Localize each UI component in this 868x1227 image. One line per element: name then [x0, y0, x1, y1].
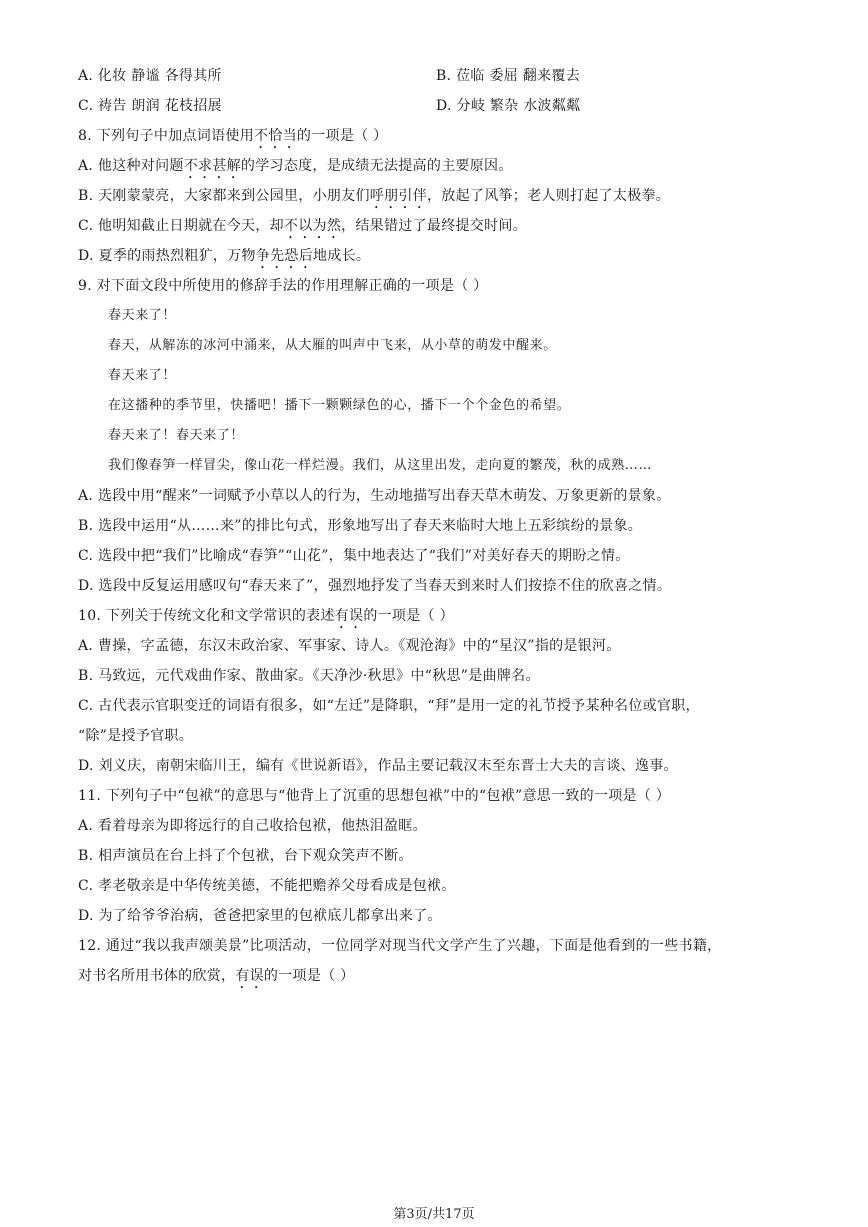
page-number: 第3页/共17页 [393, 1207, 475, 1222]
q8-a-emphasis: 不求甚解 [183, 158, 241, 174]
q12-stem-cont [78, 966, 354, 992]
q8-option-d [78, 246, 370, 272]
q11-option-a: A. 看着母亲为即将远行的自己收拾包袱，他热泪盈眶。 [78, 818, 427, 834]
q8-d-emphasis: 争先恐后 [255, 248, 314, 264]
q8-option-c [78, 216, 527, 242]
q8-d-text: D. 夏季的雨热烈粗犷，万物 [78, 248, 256, 264]
q9-passage-line: 我们像春笋一样冒尖，像山花一样烂漫。我们，从这里出发，走向夏的繁茂，秋的成熟…… [108, 458, 653, 473]
q10-option-c: C. 古代表示官职变迁的词语有很多，如“左迁”是降职，“拜”是用一定的礼节授予某种名位或官职， [78, 698, 700, 714]
q8-b-text: B. 天刚蒙蒙亮，大家都来到公园里，小朋友们 [78, 188, 370, 204]
q8-c-text: C. 他明知截止日期就在今天，却 [78, 218, 284, 234]
q8-stem [78, 126, 387, 152]
q10-stem-emphasis: 有误 [334, 608, 364, 624]
q8-stem-text: 8. 下列句子中加点词语使用 [78, 128, 255, 144]
q9-option-b: B. 选段中运用“从……来”的排比句式，形象地写出了春天来临时大地上五彩缤纷的景象。 [78, 518, 643, 534]
q12-stem-tail: 的一项是（ ） [263, 968, 355, 984]
q9-stem: 9. 对下面文段中所使用的修辞手法的作用理解正确的一项是（ ） [78, 278, 488, 294]
q9-passage-line: 春天，从解冻的冰河中涌来，从大雁的叫声中飞来，从小草的萌发中醒来。 [108, 338, 557, 353]
q9-option-c: C. 选段中把“我们”比喻成“春笋”“山花”，集中地表达了“我们”对美好春天的期盼之情。 [78, 548, 630, 564]
q9-option-a: A. 选段中用“醒来”一词赋予小草以人的行为，生动地描写出春天草木萌发、万象更新的景象。 [78, 488, 671, 504]
q12-stem-text: 对书名所用书体的欣赏， [78, 968, 236, 984]
q10-stem-tail: 的一项是（ ） [363, 608, 454, 624]
q7-option-c: C. 祷告 朗润 花枝招展 [78, 98, 222, 114]
q9-passage-line: 春天来了！ [108, 368, 177, 383]
q10-option-b: B. 马致远，元代戏曲作家、散曲家。《天净沙·秋思》中“秋思”是曲牌名。 [78, 668, 540, 684]
q9-passage-line: 春天来了！春天来了！ [108, 428, 245, 443]
q7-option-d: D. 分岐 繁杂 水波粼粼 [436, 98, 581, 114]
q8-option-b [78, 186, 670, 212]
q12-stem: 12. 通过“我以我声颂美景”比项活动，一位同学对现当代文学产生了兴趣，下面是他看到的一些书籍， [78, 938, 722, 954]
q8-b-tail: ，放起了风筝；老人则打起了太极拳。 [427, 188, 671, 204]
q10-stem [78, 606, 454, 632]
q11-stem: 11. 下列句子中“包袱”的意思与“他背上了沉重的思想包袱”中的“包袱”意思一致的一项是（ ） [78, 788, 671, 804]
q10-stem-text: 10. 下列关于传统文化和文学常识的表述 [78, 608, 335, 624]
q8-c-emphasis: 不以为然 [283, 218, 342, 234]
q8-a-tail: 的学习态度，是成绩无法提高的主要原因。 [240, 158, 513, 174]
q9-passage-line: 春天来了！ [108, 308, 177, 323]
q12-stem-emphasis: 有误 [235, 968, 264, 984]
q7-option-a: A. 化妆 静谧 各得其所 [78, 68, 222, 84]
q9-option-d: D. 选段中反复运用感叹句“春天来了”，强烈地抒发了当春天到来时人们按捺不住的欣喜之情。 [78, 578, 672, 594]
q8-a-text: A. 他这种对问题 [78, 158, 184, 174]
q11-option-d: D. 为了给爷爷治病，爸爸把家里的包袱底儿都拿出来了。 [78, 908, 442, 924]
q11-option-b: B. 相声演员在台上抖了个包袱，台下观众笑声不断。 [78, 848, 413, 864]
q10-option-d: D. 刘义庆，南朝宋临川王，编有《世说新语》，作品主要记载汉末至东晋士大夫的言谈、逸事。 [78, 758, 678, 774]
q8-d-tail: 地成长。 [313, 248, 371, 264]
q8-b-emphasis: 呼朋引伴 [369, 188, 427, 204]
q9-passage-line: 在这播种的季节里，快播吧！播下一颗颗绿色的心，播下一个个金色的希望。 [108, 398, 571, 413]
q7-option-b: B. 莅临 委屈 翻来覆去 [436, 68, 580, 84]
q8-stem-emphasis: 不恰当 [254, 128, 297, 144]
q10-option-a: A. 曹操，字孟德，东汉末政治家、军事家、诗人。《观沧海》中的“星汉”指的是银河。 [78, 638, 621, 654]
q8-c-tail: ，结果错过了最终提交时间。 [341, 218, 528, 234]
q8-option-a [78, 156, 513, 182]
q8-stem-tail: 的一项是（ ） [296, 128, 388, 144]
q10-option-c-cont: “除”是授予官职。 [78, 728, 194, 744]
q11-option-c: C. 孝老敬亲是中华传统美德，不能把赡养父母看成是包袱。 [78, 878, 456, 894]
